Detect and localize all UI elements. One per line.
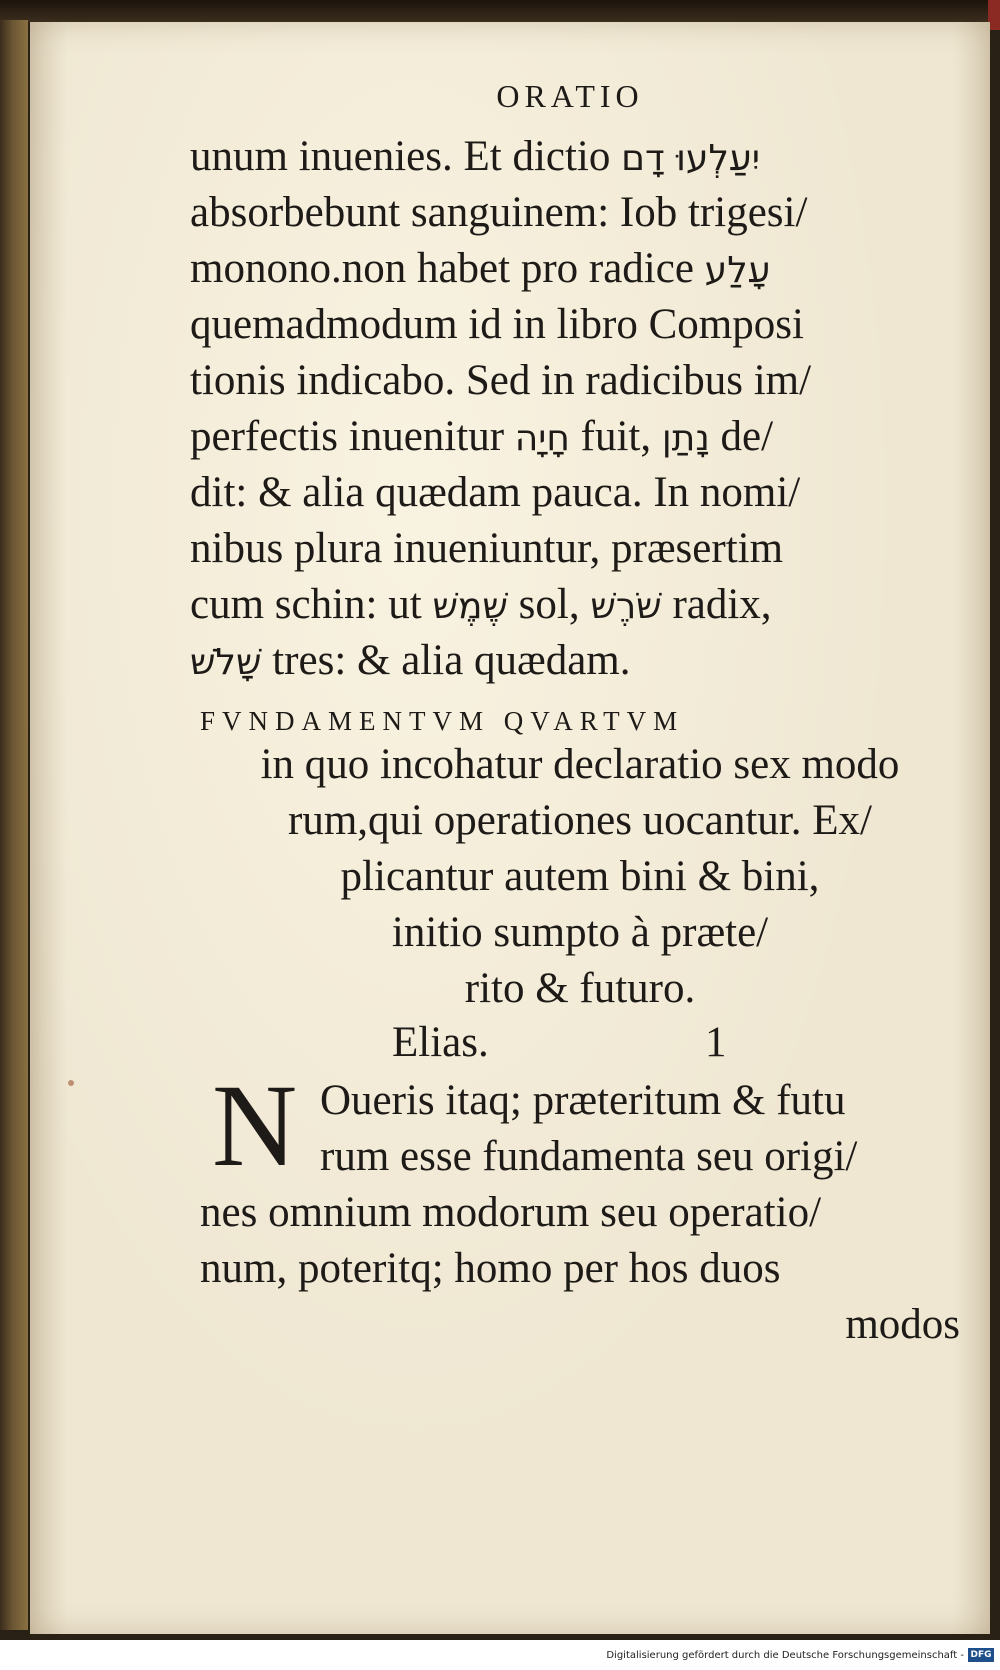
paper-spot <box>68 1080 74 1086</box>
book-binding <box>0 20 28 1630</box>
text-line <box>190 244 950 296</box>
latin-text: absorbebunt sanguinem: Iob trigesi/ <box>190 189 808 236</box>
latin-text: fuit, <box>569 413 662 460</box>
section-line: initio sumpto à præte/ <box>391 909 769 956</box>
dfg-logo-icon: DFG <box>968 1648 994 1662</box>
latin-text: unum inuenies. Et dictio <box>190 133 622 180</box>
text-line <box>190 468 950 518</box>
hebrew-text: יִעַלְעוּ דָם <box>621 138 760 179</box>
latin-text: tionis indicabo. Sed in radicibus im/ <box>190 357 812 404</box>
section-line: rum,qui operationes uocantur. Ex/ <box>288 797 872 844</box>
latin-text: cum schin: ut <box>190 581 433 628</box>
body-line: Oueris itaq; præteritum & futu <box>320 1077 846 1124</box>
text-line <box>190 580 950 632</box>
latin-text: tres: & alia quædam. <box>261 637 631 684</box>
latin-text: radix, <box>661 581 772 628</box>
section-heading: FVNDAMENTVM QVARTVM <box>200 706 685 736</box>
hebrew-text: חָיָה <box>514 418 570 459</box>
hebrew-text: נָתַן <box>661 418 710 459</box>
binding-top <box>0 0 1000 22</box>
hebrew-text: שָׁלֹשׁ <box>190 642 262 683</box>
footer-credit: Digitalisierung gefördert durch die Deutsche Forschungsgemeinschaft - <box>606 1650 964 1661</box>
section-line: in quo incohatur declaratio sex modo <box>260 741 900 788</box>
text-line <box>190 524 950 574</box>
hebrew-text: שֶׁמֶשׁ <box>432 586 508 627</box>
drop-cap: N <box>212 1060 298 1191</box>
body-line: num, poteritq; homo per hos duos <box>200 1245 781 1292</box>
latin-text: quemadmodum id in libro Composi <box>190 301 804 348</box>
section-line: plicantur autem bini & bini, <box>340 853 820 900</box>
catchword: modos <box>845 1301 960 1348</box>
latin-text: monono.non habet pro radice <box>190 245 705 292</box>
running-head: ORATIO <box>496 78 644 114</box>
speaker-number: 1 <box>705 1019 727 1066</box>
text-line <box>190 132 950 184</box>
latin-text: perfectis inuenitur <box>190 413 515 460</box>
latin-text: nibus plura inueniuntur, præsertim <box>190 525 784 572</box>
latin-text: de/ <box>709 413 774 460</box>
speaker-name: Elias. <box>392 1019 489 1066</box>
text-line <box>190 300 950 350</box>
section-line: rito & futuro. <box>464 965 696 1012</box>
text-line <box>190 412 950 464</box>
latin-text: sol, <box>507 581 591 628</box>
latin-text: dit: & alia quædam pauca. In nomi/ <box>190 469 801 516</box>
body-line: nes omnium modorum seu operatio/ <box>200 1189 822 1236</box>
hebrew-text: שֹׁרֶשׁ <box>590 586 662 627</box>
body-line: rum esse fundamenta seu origi/ <box>320 1133 858 1180</box>
text-line <box>190 636 950 688</box>
hebrew-text: עָלַע <box>704 250 771 291</box>
text-line <box>190 356 950 406</box>
text-line <box>190 188 950 238</box>
